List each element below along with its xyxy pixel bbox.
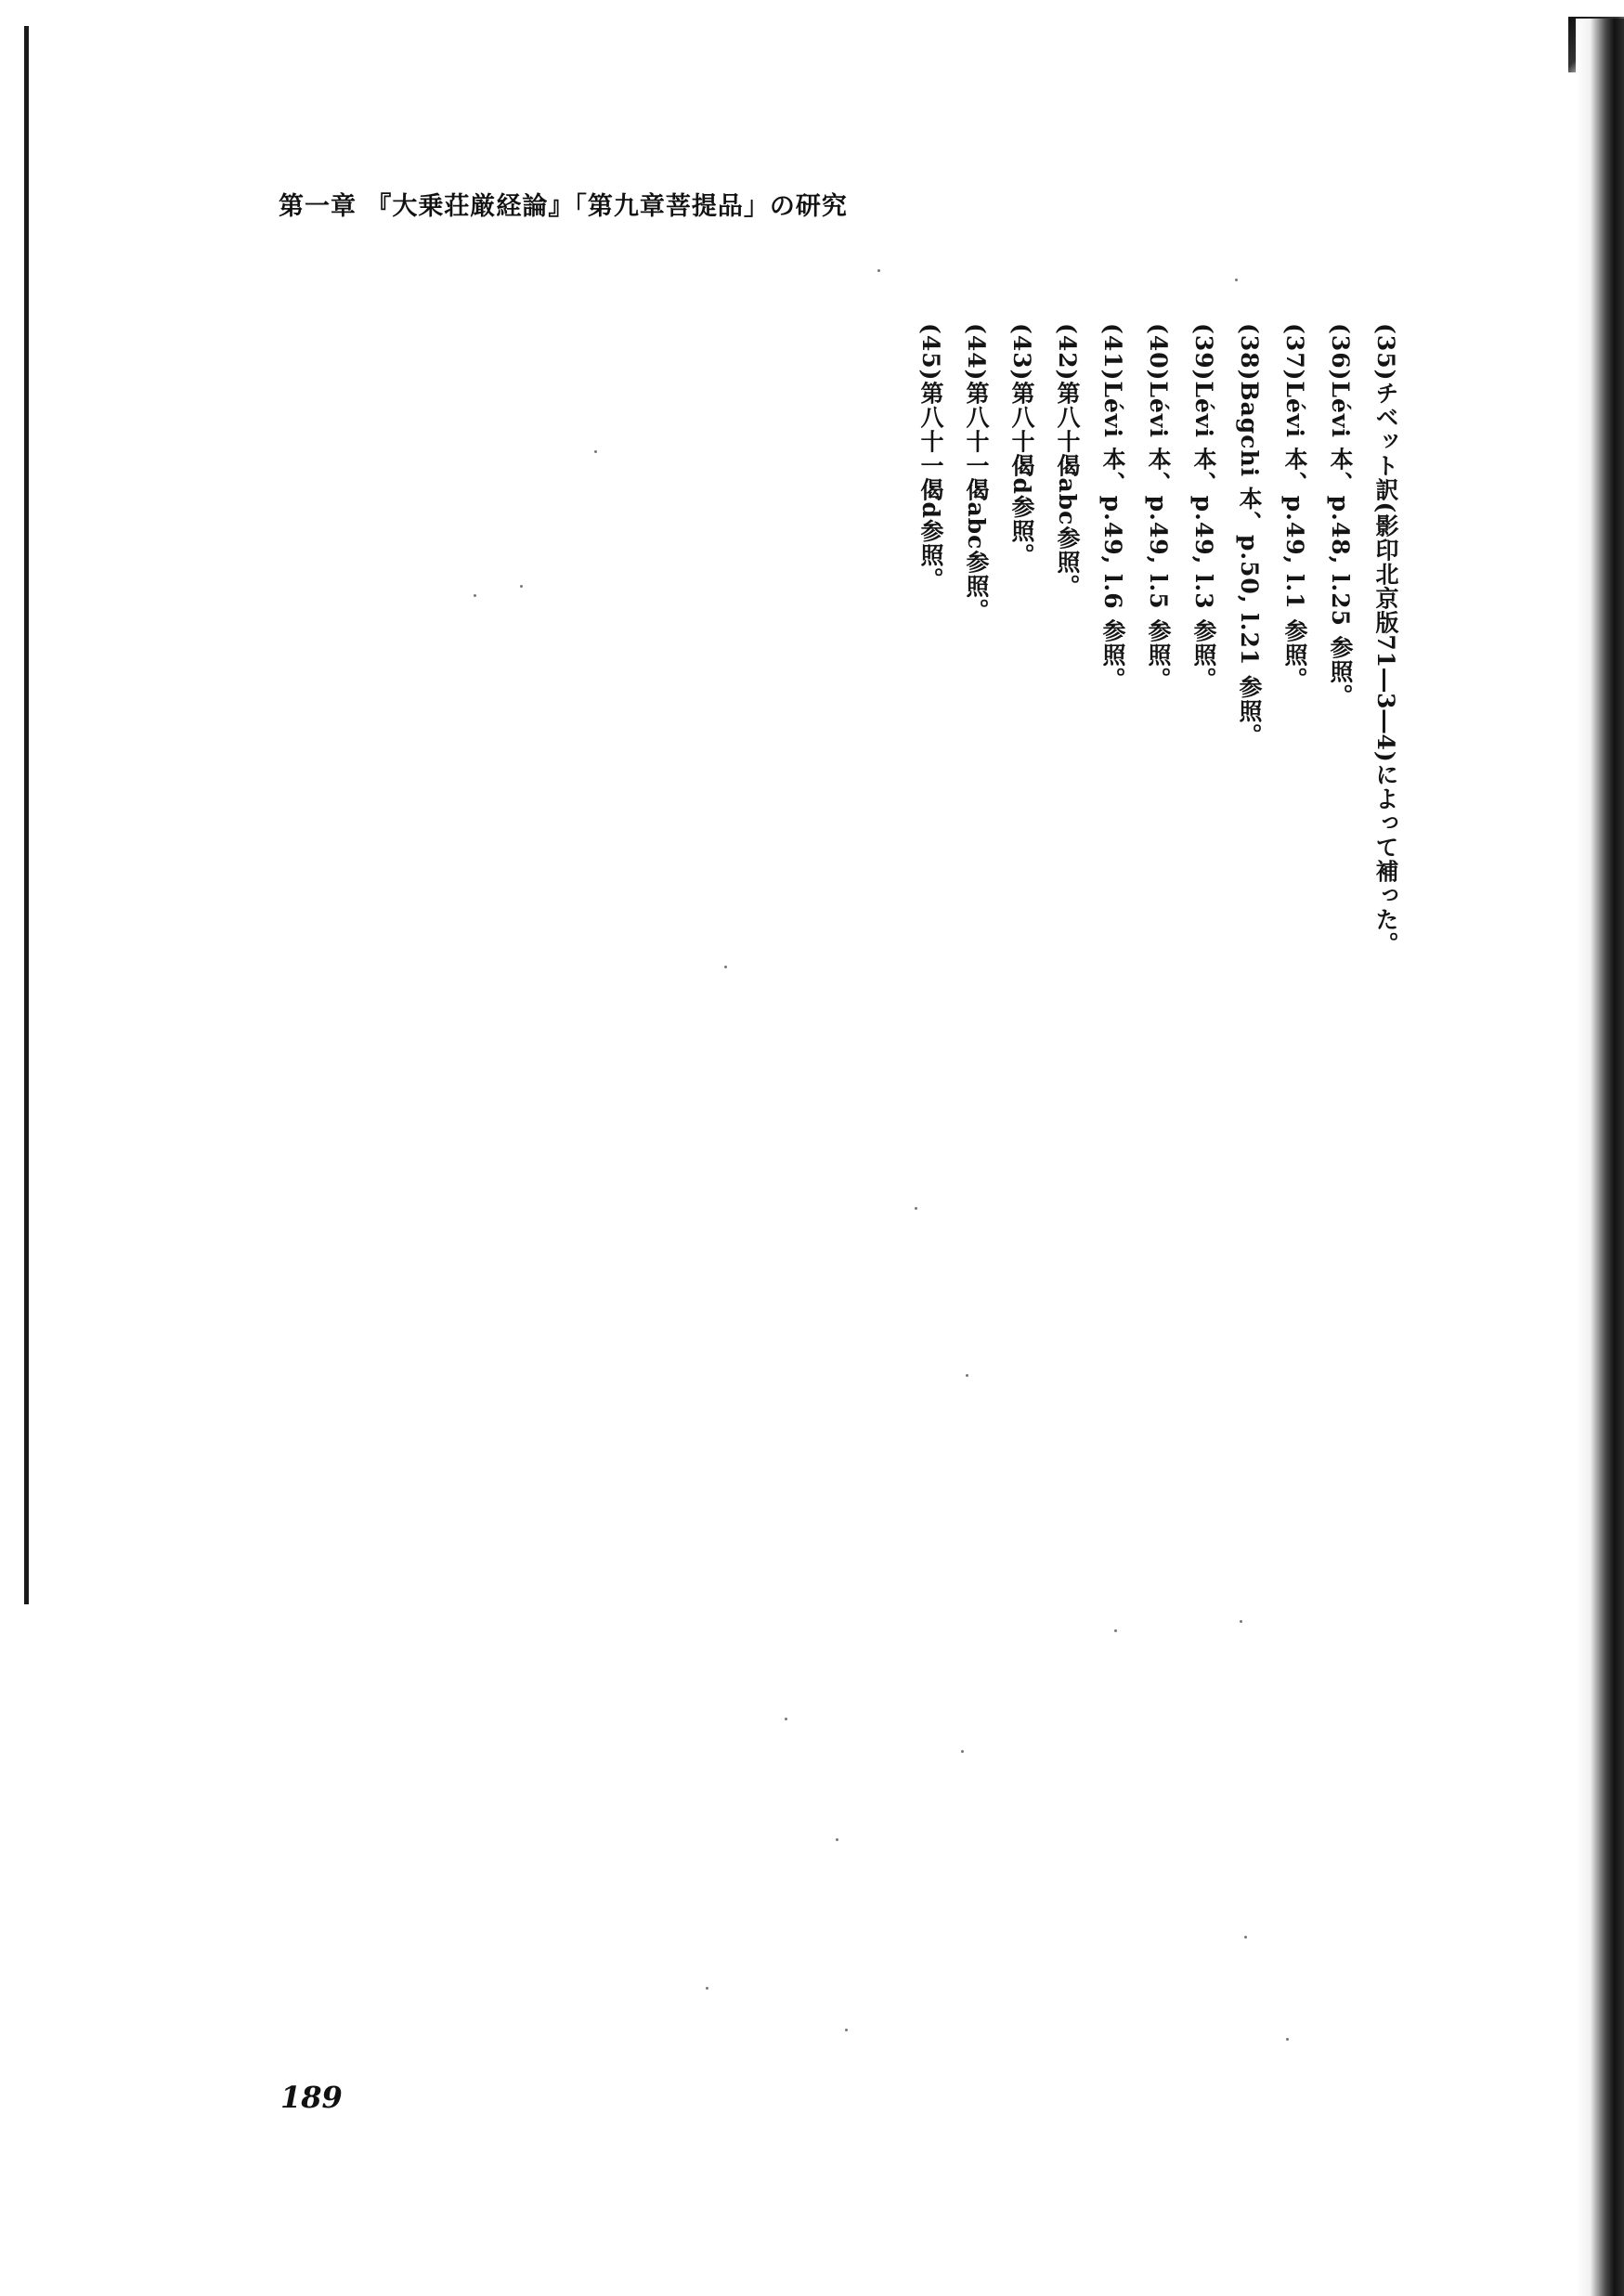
endnote: (41)Lévi 本、p.49, l.6 参照。 [1099, 323, 1126, 692]
page-edge-shadow [1576, 19, 1624, 2296]
scan-speck [785, 1718, 787, 1720]
binding-rule [24, 26, 29, 1604]
endnotes-block [908, 323, 1409, 1047]
endnote: (45)第八十一偈d参照。 [917, 323, 944, 591]
scan-speck [1244, 1936, 1247, 1939]
endnote: (35)チベット訳(影印北京版71―3―4)によって補った。 [1372, 323, 1399, 956]
scan-speck [724, 966, 727, 968]
page-number: 189 [280, 2080, 343, 2115]
endnote: (37)Lévi 本、p.49, l.1 参照。 [1281, 323, 1308, 692]
scan-speck [1235, 279, 1238, 281]
endnote: (38)Bagchi 本、p.50, l.21 参照。 [1236, 323, 1263, 747]
scan-speck [1286, 2038, 1289, 2041]
scan-speck [915, 1207, 917, 1210]
scan-speck [845, 2029, 848, 2031]
scan-speck [706, 1987, 708, 1990]
scan-speck [966, 1374, 968, 1377]
scan-speck [520, 585, 523, 588]
endnote: (42)第八十偈abc参照。 [1054, 323, 1081, 599]
endnote: (44)第八十一偈abc参照。 [963, 323, 990, 623]
scan-speck [474, 594, 476, 597]
endnote: (43)第八十偈d参照。 [1008, 323, 1035, 567]
endnote: (40)Lévi 本、p.49, l.5 参照。 [1145, 323, 1172, 692]
scan-speck [836, 1838, 838, 1841]
scan-speck [961, 1750, 964, 1753]
scan-speck [1240, 1620, 1242, 1623]
endnote: (39)Lévi 本、p.49, l.3 参照。 [1190, 323, 1217, 692]
endnote: (36)Lévi 本、p.48, l.25 参照。 [1327, 323, 1354, 708]
scan-speck [1114, 1629, 1117, 1632]
scan-speck [594, 450, 597, 453]
running-header: 第一章 『大乗荘厳経論』「第九章菩提品」の研究 [279, 192, 848, 221]
scan-speck [877, 269, 880, 272]
